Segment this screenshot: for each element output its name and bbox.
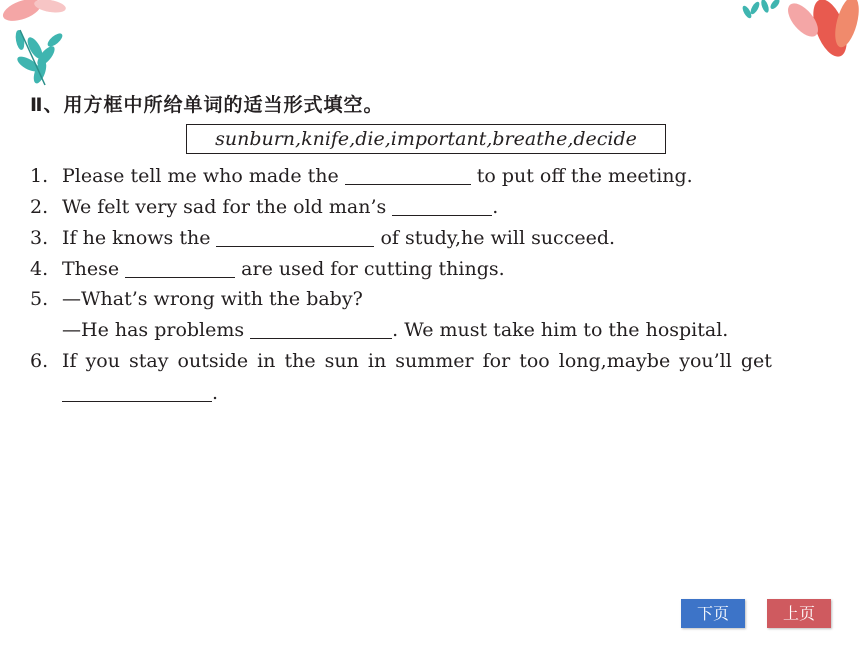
question-text: If you stay outside in the sun in summer for too long,maybe you’ll get bbox=[62, 350, 772, 372]
question-text-after: . bbox=[212, 382, 219, 404]
question-2 bbox=[30, 194, 498, 220]
question-text: If he knows the bbox=[62, 227, 211, 249]
answer-blank[interactable] bbox=[392, 195, 492, 216]
word-bank-box: sunburn,knife,die,important,breathe,decide bbox=[186, 124, 666, 154]
previous-page-button[interactable]: 上页 bbox=[767, 599, 831, 628]
question-text-after: of study,he will succeed. bbox=[380, 227, 616, 249]
leaf-decoration-left bbox=[0, 0, 90, 95]
question-text-after: . bbox=[492, 196, 499, 218]
question-3 bbox=[30, 225, 615, 251]
question-text: We felt very sad for the old man’s bbox=[62, 196, 387, 218]
question-text: Please tell me who made the bbox=[62, 165, 339, 187]
question-number: 2. bbox=[30, 196, 49, 218]
question-5 bbox=[30, 286, 363, 312]
leaf-decoration-right bbox=[735, 0, 860, 70]
question-number: 1. bbox=[30, 165, 49, 187]
question-text-after: are used for cutting things. bbox=[241, 258, 505, 280]
answer-blank[interactable] bbox=[250, 318, 392, 339]
question-number: 4. bbox=[30, 258, 49, 280]
exercise-heading: Ⅱ、用方框中所给单词的适当形式填空。 bbox=[30, 94, 384, 116]
answer-blank[interactable] bbox=[62, 381, 212, 402]
question-number: 3. bbox=[30, 227, 49, 249]
question-text: These bbox=[62, 258, 120, 280]
answer-blank[interactable] bbox=[216, 226, 374, 247]
next-page-button[interactable]: 下页 bbox=[681, 599, 745, 628]
question-6-continued bbox=[30, 380, 218, 406]
question-5-reply bbox=[30, 317, 728, 343]
question-text-after: . We must take him to the hospital. bbox=[392, 319, 729, 341]
question-6 bbox=[30, 348, 772, 374]
question-text-after: to put off the meeting. bbox=[476, 165, 693, 187]
answer-blank[interactable] bbox=[345, 164, 471, 185]
question-number: 6. bbox=[30, 350, 49, 372]
question-text: —What’s wrong with the baby? bbox=[62, 288, 363, 310]
question-4 bbox=[30, 256, 505, 282]
answer-blank[interactable] bbox=[125, 257, 235, 278]
question-number: 5. bbox=[30, 288, 49, 310]
question-1 bbox=[30, 163, 693, 189]
question-text: —He has problems bbox=[62, 319, 245, 341]
